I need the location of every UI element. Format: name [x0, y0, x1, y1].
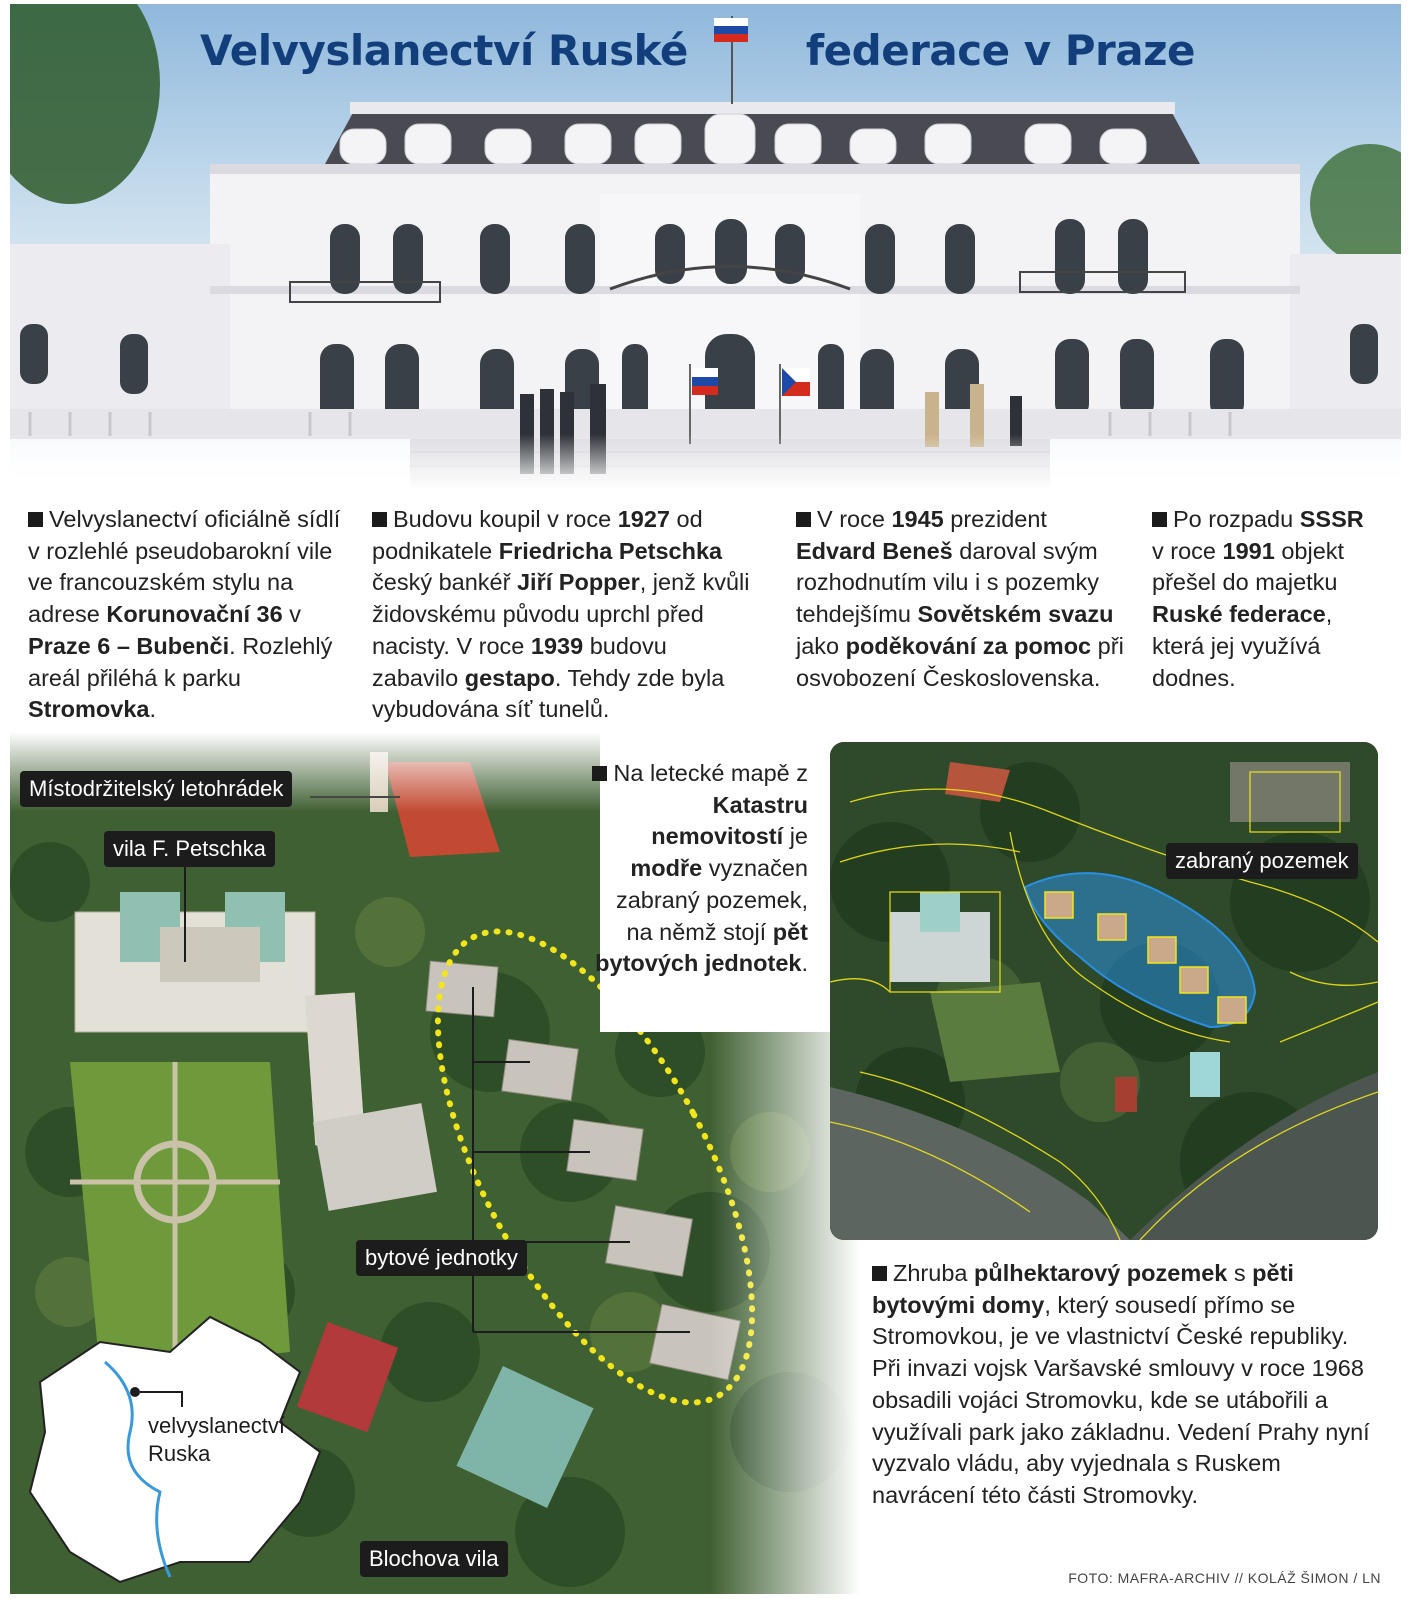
text-run: v — [282, 601, 301, 628]
column-2-text — [372, 506, 749, 722]
text-run: . — [149, 696, 156, 723]
label-claimed-plot: zabraný pozemek — [1166, 843, 1358, 879]
bold-text-run: Jiří Popper — [516, 569, 640, 596]
bold-text-run: modře — [630, 855, 703, 882]
bold-text-run: Edvard Beneš — [796, 537, 953, 564]
text-run: budovu zabavilo — [372, 632, 667, 691]
text-run: , který sousedí přímo se Stromovkou, je ve vlastnictví České republiky. Při invazi vojsk Varšavské smlouvy v roce 1968 obsadili vojáci Stromovku, kde se utábořili a využívali park jako základnu. Vedení Prahy nyní vyzvalo vládu, aby vyjednala s Ruskem navrácení této části Stromovky. — [872, 1291, 1370, 1508]
text-run: Budovu koupil v roce — [393, 506, 618, 532]
bold-text-run: Sovětském svazu — [917, 601, 1114, 628]
column-4-text — [1152, 506, 1364, 691]
label-apartment-units: bytové jednotky — [356, 1240, 527, 1276]
bullet-square-icon — [1152, 512, 1167, 527]
bullet-square-icon — [796, 512, 811, 527]
page-title — [200, 26, 1195, 75]
column-4 — [1152, 504, 1372, 694]
bold-text-run: Praze 6 – Bubenči — [28, 632, 230, 659]
bold-text-run: Ruské federace — [1152, 601, 1326, 628]
text-run: . Tehdy zde byla vybudována síť tunelů. — [372, 664, 725, 723]
text-run: Po rozpadu — [1173, 506, 1300, 532]
text-run: . Rozlehlý areál přiléhá k parku — [28, 632, 333, 691]
bold-text-run: Katastru nemovitostí — [651, 791, 808, 850]
map-note — [592, 758, 808, 980]
locator-label: velvyslanectví Ruska — [148, 1413, 285, 1466]
column-2 — [372, 504, 752, 726]
locator-dot — [130, 1387, 140, 1397]
column-3 — [796, 504, 1126, 694]
bold-text-run: Friedricha Petschka — [498, 537, 723, 564]
text-run: od podnikatele — [372, 506, 703, 564]
text-run: Velvyslanectví oficiálně sídlí v rozlehlé pseudobarokní vile ve francouzském stylu na adrese — [28, 506, 341, 628]
embassy-building-illustration — [10, 4, 1401, 490]
text-run: , která jej využívá dodnes. — [1152, 601, 1333, 691]
cadastre-map-illustration — [830, 742, 1378, 1240]
label-petschek-villa: vila F. Petschka — [104, 831, 275, 867]
bullet-square-icon — [372, 512, 387, 527]
bullet-square-icon — [592, 766, 607, 781]
map-note-text — [595, 760, 808, 976]
bullet-square-icon — [872, 1266, 887, 1281]
bottom-note — [872, 1258, 1372, 1512]
bullet-square-icon — [28, 512, 43, 527]
cadastre-map — [830, 742, 1378, 1240]
text-run: vyznačen zabraný pozemek, na němž stojí — [615, 855, 808, 945]
bold-text-run: SSSR — [1299, 506, 1364, 532]
bold-text-run: pěti bytovými domy — [872, 1260, 1294, 1318]
embassy-photo — [10, 4, 1401, 490]
bold-text-run: půlhektarový pozemek — [974, 1260, 1228, 1286]
text-run: český bankéř — [372, 569, 517, 596]
bold-text-run: Stromovka — [28, 696, 150, 723]
bold-text-run: 1939 — [530, 632, 584, 659]
text-run: Na letecké mapě z — [613, 760, 808, 786]
photo-credit: FOTO: MAFRA-ARCHIV // KOLÁŽ ŠIMON / LN — [1068, 1570, 1381, 1586]
text-run: při osvobození Československa. — [796, 632, 1124, 691]
title-part-2: federace v Praze — [805, 26, 1196, 75]
title-part-1: Velvyslanectví Ruské — [200, 26, 688, 75]
bold-text-run: poděkování za pomoc — [845, 632, 1092, 659]
text-run: jako — [796, 632, 846, 659]
text-run: Zhruba — [893, 1260, 974, 1286]
text-run: V roce — [817, 506, 892, 532]
bottom-note-text — [872, 1260, 1370, 1508]
text-run: daroval svým rozhodnutím vilu i s pozemky tehdejšímu — [796, 537, 1100, 628]
bold-text-run: gestapo — [464, 664, 555, 691]
label-bloch-villa: Blochova vila — [360, 1541, 508, 1577]
text-run: v roce — [1152, 537, 1223, 564]
text-run: , jenž kvůli židovskému původu uprchl před nacisty. V roce — [372, 569, 750, 659]
label-letohradek: Místodržitelský letohrádek — [20, 771, 292, 807]
column-1-text — [28, 506, 340, 722]
text-run: objekt přešel do majetku — [1152, 537, 1345, 596]
text-run: s — [1227, 1260, 1253, 1286]
column-1 — [28, 504, 348, 726]
column-3-text — [796, 506, 1124, 691]
bold-text-run: pět bytových jednotek — [595, 918, 808, 977]
text-run: je — [783, 823, 808, 850]
text-run: prezident — [943, 506, 1047, 532]
bold-text-run: Korunovační 36 — [106, 601, 283, 628]
bold-text-run: 1991 — [1222, 537, 1275, 564]
text-run: . — [801, 950, 808, 977]
bold-text-run: 1945 — [891, 506, 944, 532]
bold-text-run: 1927 — [617, 506, 670, 532]
